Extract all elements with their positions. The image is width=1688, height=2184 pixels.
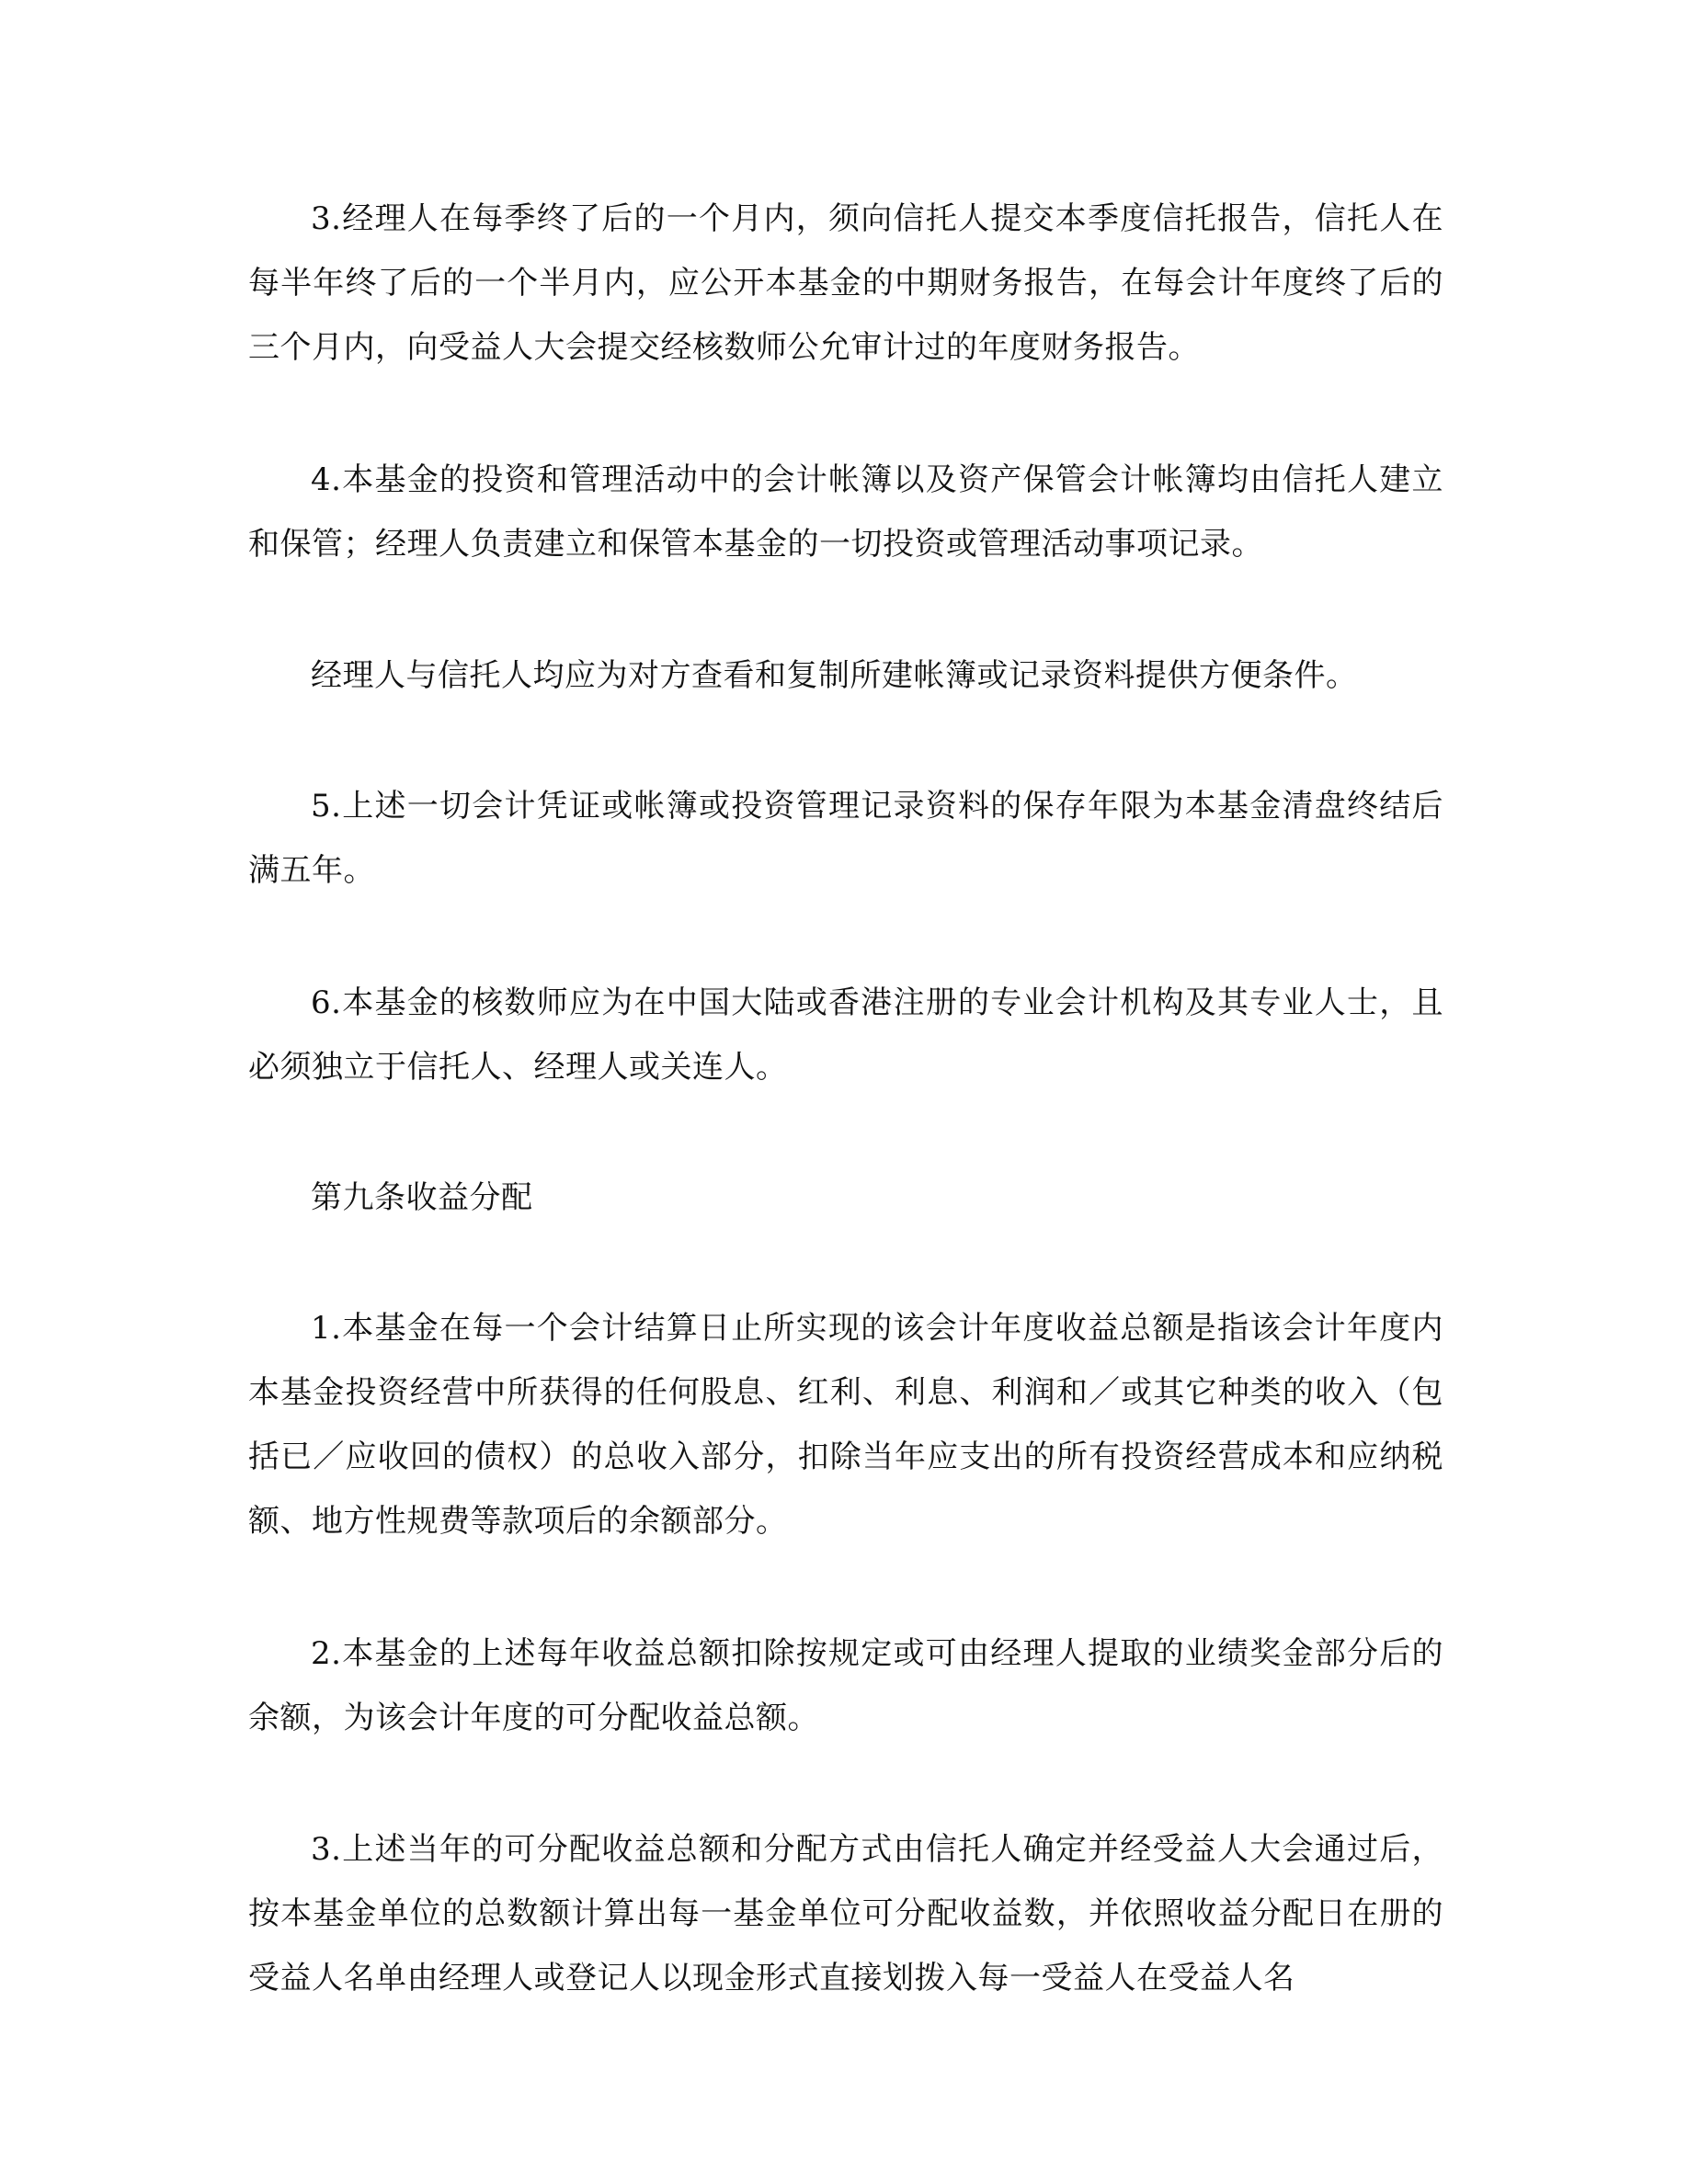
section-heading-article-9: 第九条收益分配 [311,1179,533,1216]
paragraph-report-submission: 3.经理人在每季终了后的一个月内，须向信托人提交本季度信托报告，信托人在每半年终了后的一个半月内，应公开本基金的中期财务报告，在每会计年度终了后的三个月内，向受益人大会提交经核数师公允审计过的年度财务报告。 [248,200,1443,366]
paragraph-record-retention: 5.上述一切会计凭证或帐簿或投资管理记录资料的保存年限为本基金清盘终结后满五年。 [248,788,1443,889]
paragraph-mutual-access: 经理人与信托人均应为对方查看和复制所建帐簿或记录资料提供方便条件。 [311,657,1358,694]
paragraph-annual-income: 1.本基金在每一个会计结算日止所实现的该会计年度收益总额是指该会计年度内本基金投资经营中所获得的任何股息、红利、利息、利润和／或其它种类的收入（包括已／应收回的债权）的总收入部分，扣除当年应支出的所有投资经营成本和应纳税额、地方性规费等款项后的余额部分。 [248,1310,1443,1540]
paragraph-distribution-method: 3.上述当年的可分配收益总额和分配方式由信托人确定并经受益人大会通过后，按本基金单位的总数额计算出每一基金单位可分配收益数，并依照收益分配日在册的受益人名单由经理人或登记人以现金形式直接划拨入每一受益人在受益人名 [248,1831,1443,1996]
paragraph-distributable-income: 2.本基金的上述每年收益总额扣除按规定或可由经理人提取的业绩奖金部分后的余额，为该会计年度的可分配收益总额。 [248,1635,1443,1736]
paragraph-auditor: 6.本基金的核数师应为在中国大陆或香港注册的专业会计机构及其专业人士，且必须独立于信托人、经理人或关连人。 [248,984,1443,1086]
paragraph-accounting-books: 4.本基金的投资和管理活动中的会计帐簿以及资产保管会计帐簿均由信托人建立和保管；经理人负责建立和保管本基金的一切投资或管理活动事项记录。 [248,461,1443,563]
